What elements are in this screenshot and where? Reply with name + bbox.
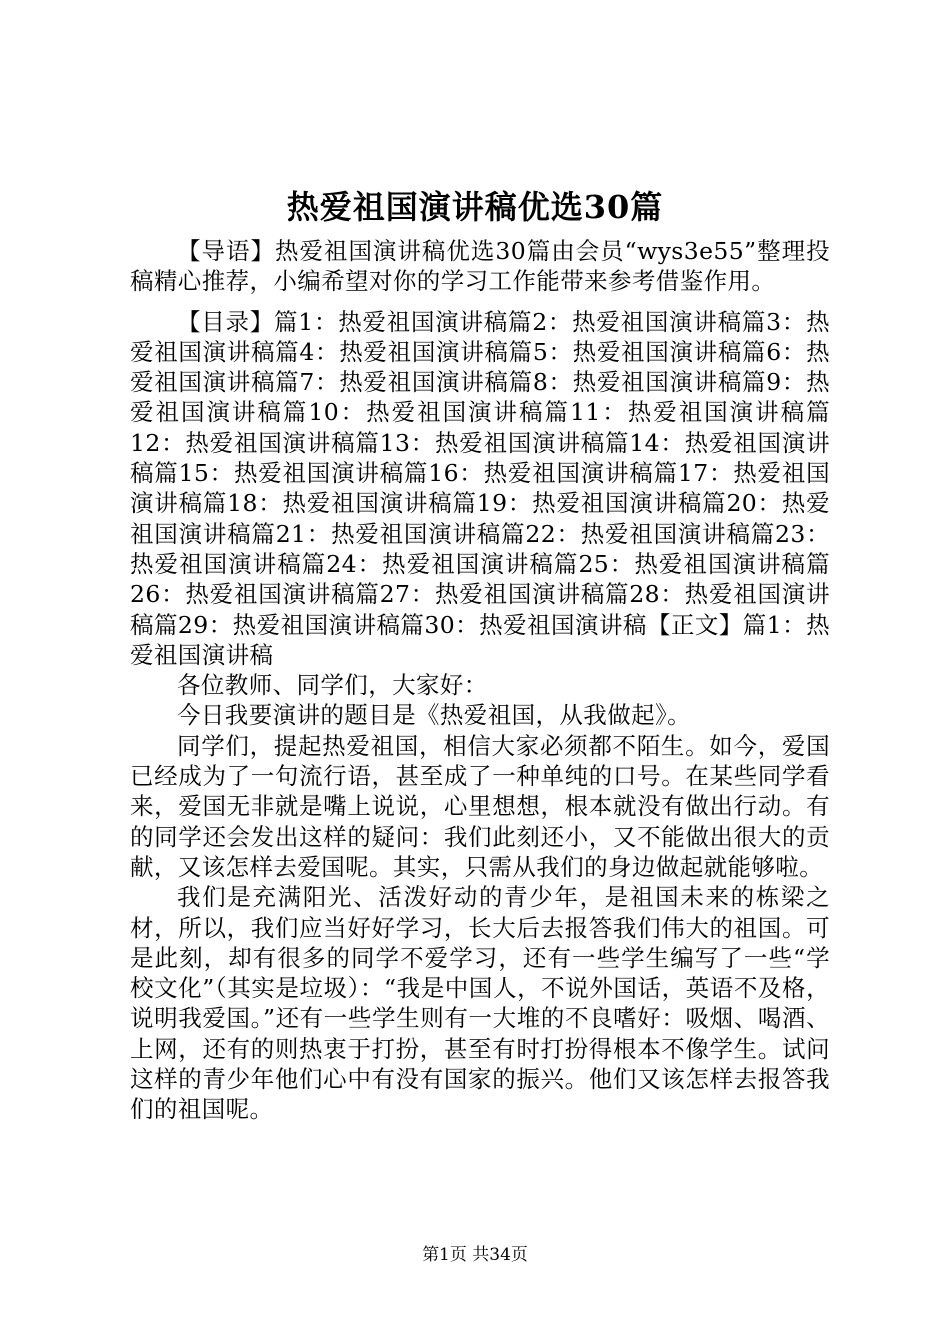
topic-paragraph: 今日我要演讲的题目是《热爱祖国，从我做起》。 <box>177 701 692 730</box>
body-paragraph: 我们是充满阳光、活泼好动的青少年，是祖国未来的栋梁之材，所以，我们应当好好学习，长大后去报答我们伟大的祖国。可是此刻，却有很多的同学不爱学习，还有一些学生编写了一些“学校文化”（其实是垃圾）：“我是中国人，不说外国话，英语不及格，说明我爱国。”还有一些学生则有一大堆的不良嗜好：吸烟、喝酒、上网，还有的则热衷于打扮，甚至有时打扮得根本不像学生。试问这样的青少年他们心中有没有国家的振兴。他们又该怎样去报答我们的祖国呢。 <box>130 883 830 1124</box>
body-paragraph: 同学们，提起热爱祖国，相信大家必须都不陌生。如今，爱国已经成为了一句流行语，甚至成了一种单纯的口号。在某些同学看来，爱国无非就是嘴上说说，心里想想，根本就没有做出行动。有的同学还会发出这样的疑问：我们此刻还小，又不能做出很大的贡献，又该怎样去爱国呢。其实，只需从我们的身边做起就能够啦。 <box>130 731 830 881</box>
toc-paragraph: 【目录】篇1：热爱祖国演讲稿篇2：热爱祖国演讲稿篇3：热爱祖国演讲稿篇4：热爱祖国演讲稿篇5：热爱祖国演讲稿篇6：热爱祖国演讲稿篇7：热爱祖国演讲稿篇8：热爱祖国演讲稿篇9：热爱祖国演讲稿篇10：热爱祖国演讲稿篇11：热爱祖国演讲稿篇12：热爱祖国演讲稿篇13：热爱祖国演讲稿篇14：热爱祖国演讲稿篇15：热爱祖国演讲稿篇16：热爱祖国演讲稿篇17：热爱祖国演讲稿篇18：热爱祖国演讲稿篇19：热爱祖国演讲稿篇20：热爱祖国演讲稿篇21：热爱祖国演讲稿篇22：热爱祖国演讲稿篇23：热爱祖国演讲稿篇24：热爱祖国演讲稿篇25：热爱祖国演讲稿篇26：热爱祖国演讲稿篇27：热爱祖国演讲稿篇28：热爱祖国演讲稿篇29：热爱祖国演讲稿篇30：热爱祖国演讲稿【正文】篇1：热爱祖国演讲稿 <box>130 307 830 669</box>
greeting-paragraph: 各位教师、同学们，大家好： <box>177 671 488 700</box>
document-title: 热爱祖国演讲稿优选30篇 <box>286 188 664 226</box>
page-footer: 第1页 共34页 <box>422 1245 528 1265</box>
document-body <box>130 236 830 1125</box>
intro-paragraph: 【导语】热爱祖国演讲稿优选30篇由会员“wys3e55”整理投稿精心推荐，小编希望对你的学习工作能带来参考借鉴作用。 <box>130 237 830 296</box>
